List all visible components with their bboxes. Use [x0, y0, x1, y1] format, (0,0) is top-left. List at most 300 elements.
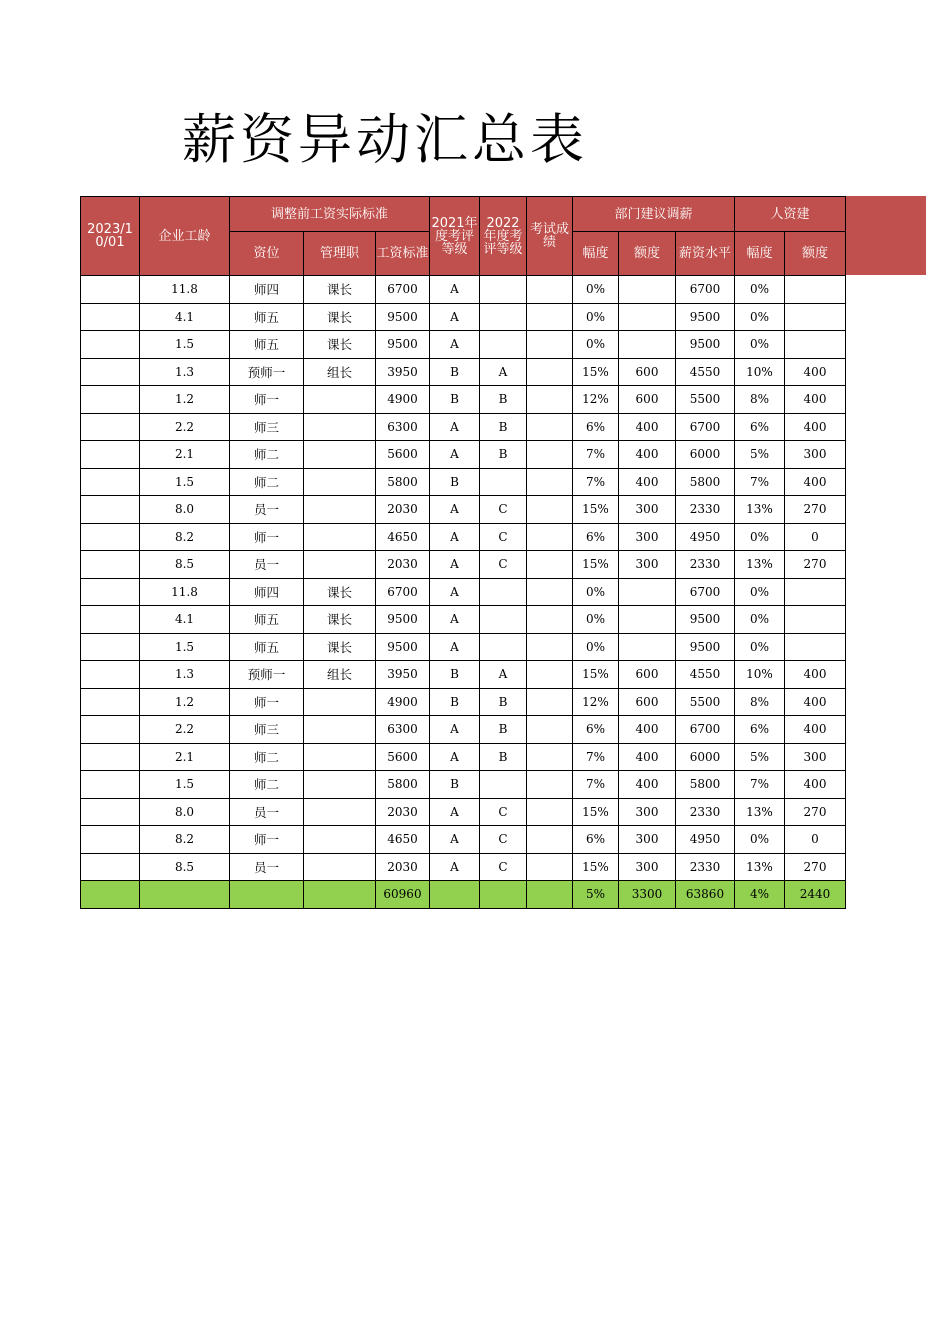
cell-dept-level: 4550 — [676, 661, 735, 689]
header-exam: 考试成绩 — [527, 197, 573, 276]
table-row — [81, 661, 846, 689]
cell-position: 员一 — [230, 551, 304, 579]
cell-eval-2021: B — [430, 688, 480, 716]
cell-date — [81, 578, 140, 606]
cell-eval-2021: A — [430, 716, 480, 744]
cell-management: 课长 — [304, 331, 376, 359]
cell-hr-range: 0% — [735, 276, 785, 304]
cell-hr-amount — [785, 331, 846, 359]
cell-position: 师五 — [230, 303, 304, 331]
cell-hr-range: 0% — [735, 578, 785, 606]
cell-hr-amount: 400 — [785, 413, 846, 441]
cell-management: 组长 — [304, 661, 376, 689]
salary-change-table — [80, 196, 846, 909]
cell-position: 师二 — [230, 771, 304, 799]
cell-date — [81, 413, 140, 441]
cell-eval-2021: B — [430, 386, 480, 414]
cell-dept-amount — [619, 606, 676, 634]
cell-salary: 3950 — [376, 358, 430, 386]
header-dept-suggest: 部门建议调薪 — [573, 197, 735, 232]
cell-hr-range: 13% — [735, 853, 785, 881]
total-salary: 60960 — [376, 881, 430, 909]
cell-hr-range: 7% — [735, 468, 785, 496]
header-eval-2021: 2021年度考评等级 — [430, 197, 480, 276]
cell-dept-level: 6700 — [676, 413, 735, 441]
cell-dept-range: 15% — [573, 798, 619, 826]
cell-dept-range: 7% — [573, 441, 619, 469]
cell-management: 课长 — [304, 633, 376, 661]
cell-hr-amount: 270 — [785, 853, 846, 881]
cell-dept-range: 15% — [573, 853, 619, 881]
cell-dept-level: 9500 — [676, 303, 735, 331]
cell-dept-amount — [619, 578, 676, 606]
cell-hr-range: 0% — [735, 523, 785, 551]
cell-exam — [527, 386, 573, 414]
cell-eval-2021: A — [430, 743, 480, 771]
cell-dept-level: 6000 — [676, 743, 735, 771]
cell-management: 组长 — [304, 358, 376, 386]
total-d-range: 5% — [573, 881, 619, 909]
cell-salary: 4900 — [376, 688, 430, 716]
table-row — [81, 358, 846, 386]
cell-eval-2022 — [480, 771, 527, 799]
cell-eval-2022: C — [480, 496, 527, 524]
cell-position: 师四 — [230, 578, 304, 606]
cell-position: 师五 — [230, 633, 304, 661]
cell-eval-2022: C — [480, 826, 527, 854]
cell-dept-level: 2330 — [676, 853, 735, 881]
cell-seniority: 1.2 — [140, 386, 230, 414]
cell-date — [81, 606, 140, 634]
total-h-range: 4% — [735, 881, 785, 909]
cell-dept-range: 12% — [573, 386, 619, 414]
cell-dept-range: 7% — [573, 771, 619, 799]
cell-dept-range: 6% — [573, 523, 619, 551]
cell-dept-range: 7% — [573, 468, 619, 496]
cell-exam — [527, 468, 573, 496]
cell-seniority: 4.1 — [140, 303, 230, 331]
cell-hr-range: 0% — [735, 606, 785, 634]
cell-date — [81, 716, 140, 744]
cell-dept-range: 15% — [573, 661, 619, 689]
table-row — [81, 578, 846, 606]
table-row — [81, 633, 846, 661]
cell-date — [81, 551, 140, 579]
cell-management: 课长 — [304, 276, 376, 304]
cell-management — [304, 496, 376, 524]
cell-dept-amount: 300 — [619, 496, 676, 524]
cell-position: 师五 — [230, 331, 304, 359]
cell-eval-2022: B — [480, 386, 527, 414]
cell-dept-range: 7% — [573, 743, 619, 771]
cell-eval-2022 — [480, 633, 527, 661]
cell-position: 师二 — [230, 441, 304, 469]
cell-salary: 5600 — [376, 743, 430, 771]
cell-dept-amount: 300 — [619, 523, 676, 551]
table-row — [81, 551, 846, 579]
table-row — [81, 413, 846, 441]
header-pre-adjust: 调整前工资实际标准 — [230, 197, 430, 232]
cell-seniority: 2.1 — [140, 743, 230, 771]
cell-hr-range: 13% — [735, 496, 785, 524]
cell-eval-2021: A — [430, 496, 480, 524]
cell-dept-range: 0% — [573, 303, 619, 331]
cell-exam — [527, 743, 573, 771]
cell-position: 员一 — [230, 496, 304, 524]
cell-position: 员一 — [230, 798, 304, 826]
cell-hr-amount — [785, 276, 846, 304]
table-row — [81, 468, 846, 496]
cell-seniority: 8.2 — [140, 523, 230, 551]
cell-management: 课长 — [304, 578, 376, 606]
cell-eval-2022: B — [480, 413, 527, 441]
table-row — [81, 276, 846, 304]
cell-dept-amount: 400 — [619, 743, 676, 771]
cell-dept-range: 0% — [573, 578, 619, 606]
cell-salary: 4650 — [376, 826, 430, 854]
cell-management — [304, 468, 376, 496]
cell-eval-2022: B — [480, 441, 527, 469]
cell-exam — [527, 331, 573, 359]
cell-management — [304, 771, 376, 799]
header-hr-amount: 额度 — [785, 232, 846, 276]
cell-salary: 5800 — [376, 771, 430, 799]
header-hr-range: 幅度 — [735, 232, 785, 276]
cell-dept-level: 4950 — [676, 826, 735, 854]
cell-date — [81, 798, 140, 826]
cell-eval-2021: A — [430, 578, 480, 606]
cell-dept-range: 6% — [573, 716, 619, 744]
cell-eval-2021: A — [430, 826, 480, 854]
cell-dept-range: 6% — [573, 413, 619, 441]
cell-dept-amount: 400 — [619, 413, 676, 441]
cell-management — [304, 826, 376, 854]
cell-date — [81, 743, 140, 771]
cell-seniority: 1.5 — [140, 771, 230, 799]
table-row — [81, 798, 846, 826]
cell-hr-amount: 300 — [785, 441, 846, 469]
cell-date — [81, 303, 140, 331]
cell-seniority: 2.2 — [140, 716, 230, 744]
cell-hr-amount: 400 — [785, 468, 846, 496]
cell-exam — [527, 606, 573, 634]
cell-salary: 2030 — [376, 853, 430, 881]
cell-dept-range: 0% — [573, 633, 619, 661]
table-row — [81, 771, 846, 799]
cell-hr-amount: 400 — [785, 358, 846, 386]
cell-position: 师一 — [230, 523, 304, 551]
header-hr-suggest: 人资建 — [735, 197, 846, 232]
cell-management — [304, 743, 376, 771]
cell-management — [304, 386, 376, 414]
cell-hr-amount: 270 — [785, 798, 846, 826]
cell-exam — [527, 688, 573, 716]
cell-salary: 6700 — [376, 276, 430, 304]
cell-exam — [527, 661, 573, 689]
cell-hr-amount: 0 — [785, 523, 846, 551]
total-empty-cell — [430, 881, 480, 909]
cell-position: 师三 — [230, 716, 304, 744]
cell-eval-2021: B — [430, 468, 480, 496]
cell-salary: 4900 — [376, 386, 430, 414]
cell-hr-range: 8% — [735, 688, 785, 716]
total-empty-cell — [140, 881, 230, 909]
cell-management — [304, 798, 376, 826]
cell-hr-range: 8% — [735, 386, 785, 414]
cell-management — [304, 551, 376, 579]
table-row — [81, 688, 846, 716]
table-row — [81, 743, 846, 771]
cell-dept-level: 6000 — [676, 441, 735, 469]
cell-dept-amount: 300 — [619, 551, 676, 579]
cell-dept-level: 6700 — [676, 276, 735, 304]
cell-hr-amount — [785, 578, 846, 606]
cell-dept-level: 5500 — [676, 386, 735, 414]
cell-dept-amount: 300 — [619, 853, 676, 881]
cell-position: 预师一 — [230, 661, 304, 689]
total-empty-cell — [230, 881, 304, 909]
total-d-level: 63860 — [676, 881, 735, 909]
cell-seniority: 1.5 — [140, 468, 230, 496]
cell-management — [304, 441, 376, 469]
table-row — [81, 496, 846, 524]
cell-exam — [527, 303, 573, 331]
cell-salary: 6700 — [376, 578, 430, 606]
cell-eval-2022: C — [480, 798, 527, 826]
cell-exam — [527, 496, 573, 524]
cell-hr-range: 10% — [735, 661, 785, 689]
cell-eval-2021: A — [430, 798, 480, 826]
total-empty-cell — [527, 881, 573, 909]
cell-date — [81, 661, 140, 689]
cell-dept-level: 4550 — [676, 358, 735, 386]
cell-eval-2021: A — [430, 853, 480, 881]
cell-hr-range: 13% — [735, 798, 785, 826]
cell-seniority: 2.1 — [140, 441, 230, 469]
table-row — [81, 716, 846, 744]
table-row — [81, 826, 846, 854]
cell-management — [304, 688, 376, 716]
cell-salary: 5800 — [376, 468, 430, 496]
cell-eval-2022 — [480, 606, 527, 634]
cell-eval-2021: A — [430, 523, 480, 551]
cell-date — [81, 633, 140, 661]
table-body — [81, 276, 846, 909]
cell-seniority: 1.3 — [140, 661, 230, 689]
cell-hr-amount — [785, 606, 846, 634]
cell-dept-range: 0% — [573, 331, 619, 359]
page-title: 薪资异动汇总表 — [182, 108, 588, 171]
cell-exam — [527, 578, 573, 606]
cell-salary: 5600 — [376, 441, 430, 469]
header-salary-std: 工资标准 — [376, 232, 430, 276]
cell-eval-2021: A — [430, 331, 480, 359]
cell-eval-2021: A — [430, 276, 480, 304]
cell-hr-amount: 400 — [785, 661, 846, 689]
cell-management: 课长 — [304, 303, 376, 331]
cell-hr-amount: 270 — [785, 496, 846, 524]
table-row — [81, 441, 846, 469]
cell-dept-amount — [619, 331, 676, 359]
cell-hr-amount: 0 — [785, 826, 846, 854]
cell-hr-range: 0% — [735, 826, 785, 854]
cell-date — [81, 386, 140, 414]
cell-eval-2021: A — [430, 303, 480, 331]
cell-dept-level: 9500 — [676, 633, 735, 661]
cell-salary: 9500 — [376, 633, 430, 661]
header-dept-amount: 额度 — [619, 232, 676, 276]
cell-hr-range: 5% — [735, 743, 785, 771]
cell-exam — [527, 358, 573, 386]
cell-date — [81, 771, 140, 799]
cell-eval-2022 — [480, 276, 527, 304]
cell-dept-level: 6700 — [676, 716, 735, 744]
cell-dept-amount: 600 — [619, 386, 676, 414]
cell-hr-amount: 400 — [785, 688, 846, 716]
header-dept-level: 薪资水平 — [676, 232, 735, 276]
cell-position: 师三 — [230, 413, 304, 441]
cell-exam — [527, 276, 573, 304]
cell-dept-range: 15% — [573, 358, 619, 386]
cell-dept-amount: 400 — [619, 441, 676, 469]
cell-dept-amount: 600 — [619, 358, 676, 386]
cell-dept-amount — [619, 303, 676, 331]
cell-position: 师一 — [230, 386, 304, 414]
cell-salary: 6300 — [376, 413, 430, 441]
cell-hr-range: 5% — [735, 441, 785, 469]
cell-eval-2022: A — [480, 661, 527, 689]
cell-dept-level: 2330 — [676, 551, 735, 579]
cell-date — [81, 853, 140, 881]
cell-seniority: 8.2 — [140, 826, 230, 854]
cell-position: 预师一 — [230, 358, 304, 386]
cell-date — [81, 331, 140, 359]
cell-dept-level: 2330 — [676, 496, 735, 524]
cell-seniority: 1.5 — [140, 633, 230, 661]
cell-seniority: 1.3 — [140, 358, 230, 386]
total-empty-cell — [81, 881, 140, 909]
cell-salary: 3950 — [376, 661, 430, 689]
cell-eval-2021: B — [430, 358, 480, 386]
table-row — [81, 386, 846, 414]
cell-eval-2021: B — [430, 771, 480, 799]
cell-hr-range: 0% — [735, 633, 785, 661]
cell-hr-range: 0% — [735, 303, 785, 331]
cell-date — [81, 826, 140, 854]
cell-salary: 2030 — [376, 798, 430, 826]
cell-dept-range: 6% — [573, 826, 619, 854]
table-row — [81, 853, 846, 881]
cell-eval-2021: A — [430, 633, 480, 661]
cell-seniority: 1.2 — [140, 688, 230, 716]
cell-salary: 9500 — [376, 331, 430, 359]
cell-date — [81, 688, 140, 716]
header-date: 2023/10/01 — [81, 197, 140, 276]
cell-eval-2022: A — [480, 358, 527, 386]
cell-exam — [527, 633, 573, 661]
cell-dept-amount — [619, 633, 676, 661]
cell-eval-2022: B — [480, 743, 527, 771]
cell-dept-amount: 400 — [619, 468, 676, 496]
cell-hr-amount: 270 — [785, 551, 846, 579]
cell-dept-amount: 300 — [619, 826, 676, 854]
table-row — [81, 331, 846, 359]
header-dept-range: 幅度 — [573, 232, 619, 276]
cell-dept-range: 0% — [573, 276, 619, 304]
cell-dept-level: 4950 — [676, 523, 735, 551]
cell-hr-range: 6% — [735, 413, 785, 441]
cell-seniority: 4.1 — [140, 606, 230, 634]
header-seniority: 企业工龄 — [140, 197, 230, 276]
cell-hr-amount — [785, 633, 846, 661]
cell-dept-amount: 300 — [619, 798, 676, 826]
cell-eval-2022 — [480, 468, 527, 496]
cell-exam — [527, 716, 573, 744]
cell-dept-level: 2330 — [676, 798, 735, 826]
cell-dept-amount — [619, 276, 676, 304]
cell-date — [81, 441, 140, 469]
cell-eval-2022: C — [480, 551, 527, 579]
cell-dept-range: 15% — [573, 551, 619, 579]
cell-management — [304, 853, 376, 881]
cell-dept-level: 5800 — [676, 468, 735, 496]
cell-dept-level: 6700 — [676, 578, 735, 606]
cell-eval-2022: C — [480, 523, 527, 551]
cell-seniority: 8.0 — [140, 496, 230, 524]
cell-seniority: 11.8 — [140, 578, 230, 606]
cell-hr-range: 13% — [735, 551, 785, 579]
cell-dept-range: 15% — [573, 496, 619, 524]
cell-exam — [527, 551, 573, 579]
cell-exam — [527, 853, 573, 881]
cell-seniority: 8.5 — [140, 853, 230, 881]
cell-dept-range: 12% — [573, 688, 619, 716]
cell-eval-2021: B — [430, 661, 480, 689]
header-overflow-band — [846, 196, 926, 275]
total-row — [81, 881, 846, 909]
cell-dept-amount: 400 — [619, 771, 676, 799]
cell-dept-level: 9500 — [676, 331, 735, 359]
cell-date — [81, 468, 140, 496]
cell-management — [304, 413, 376, 441]
table-row — [81, 606, 846, 634]
cell-salary: 4650 — [376, 523, 430, 551]
cell-eval-2021: A — [430, 441, 480, 469]
cell-eval-2022: B — [480, 716, 527, 744]
table-row — [81, 523, 846, 551]
cell-seniority: 2.2 — [140, 413, 230, 441]
cell-date — [81, 523, 140, 551]
header-eval-2022: 2022年度考评等级 — [480, 197, 527, 276]
cell-position: 师二 — [230, 743, 304, 771]
cell-date — [81, 358, 140, 386]
cell-exam — [527, 798, 573, 826]
cell-management: 课长 — [304, 606, 376, 634]
cell-hr-amount — [785, 303, 846, 331]
cell-position: 员一 — [230, 853, 304, 881]
cell-salary: 6300 — [376, 716, 430, 744]
cell-eval-2022 — [480, 303, 527, 331]
cell-dept-amount: 600 — [619, 661, 676, 689]
cell-eval-2021: A — [430, 551, 480, 579]
cell-eval-2021: A — [430, 606, 480, 634]
cell-salary: 9500 — [376, 303, 430, 331]
cell-eval-2022: C — [480, 853, 527, 881]
cell-dept-level: 5800 — [676, 771, 735, 799]
table-row — [81, 303, 846, 331]
cell-eval-2022 — [480, 331, 527, 359]
cell-exam — [527, 413, 573, 441]
